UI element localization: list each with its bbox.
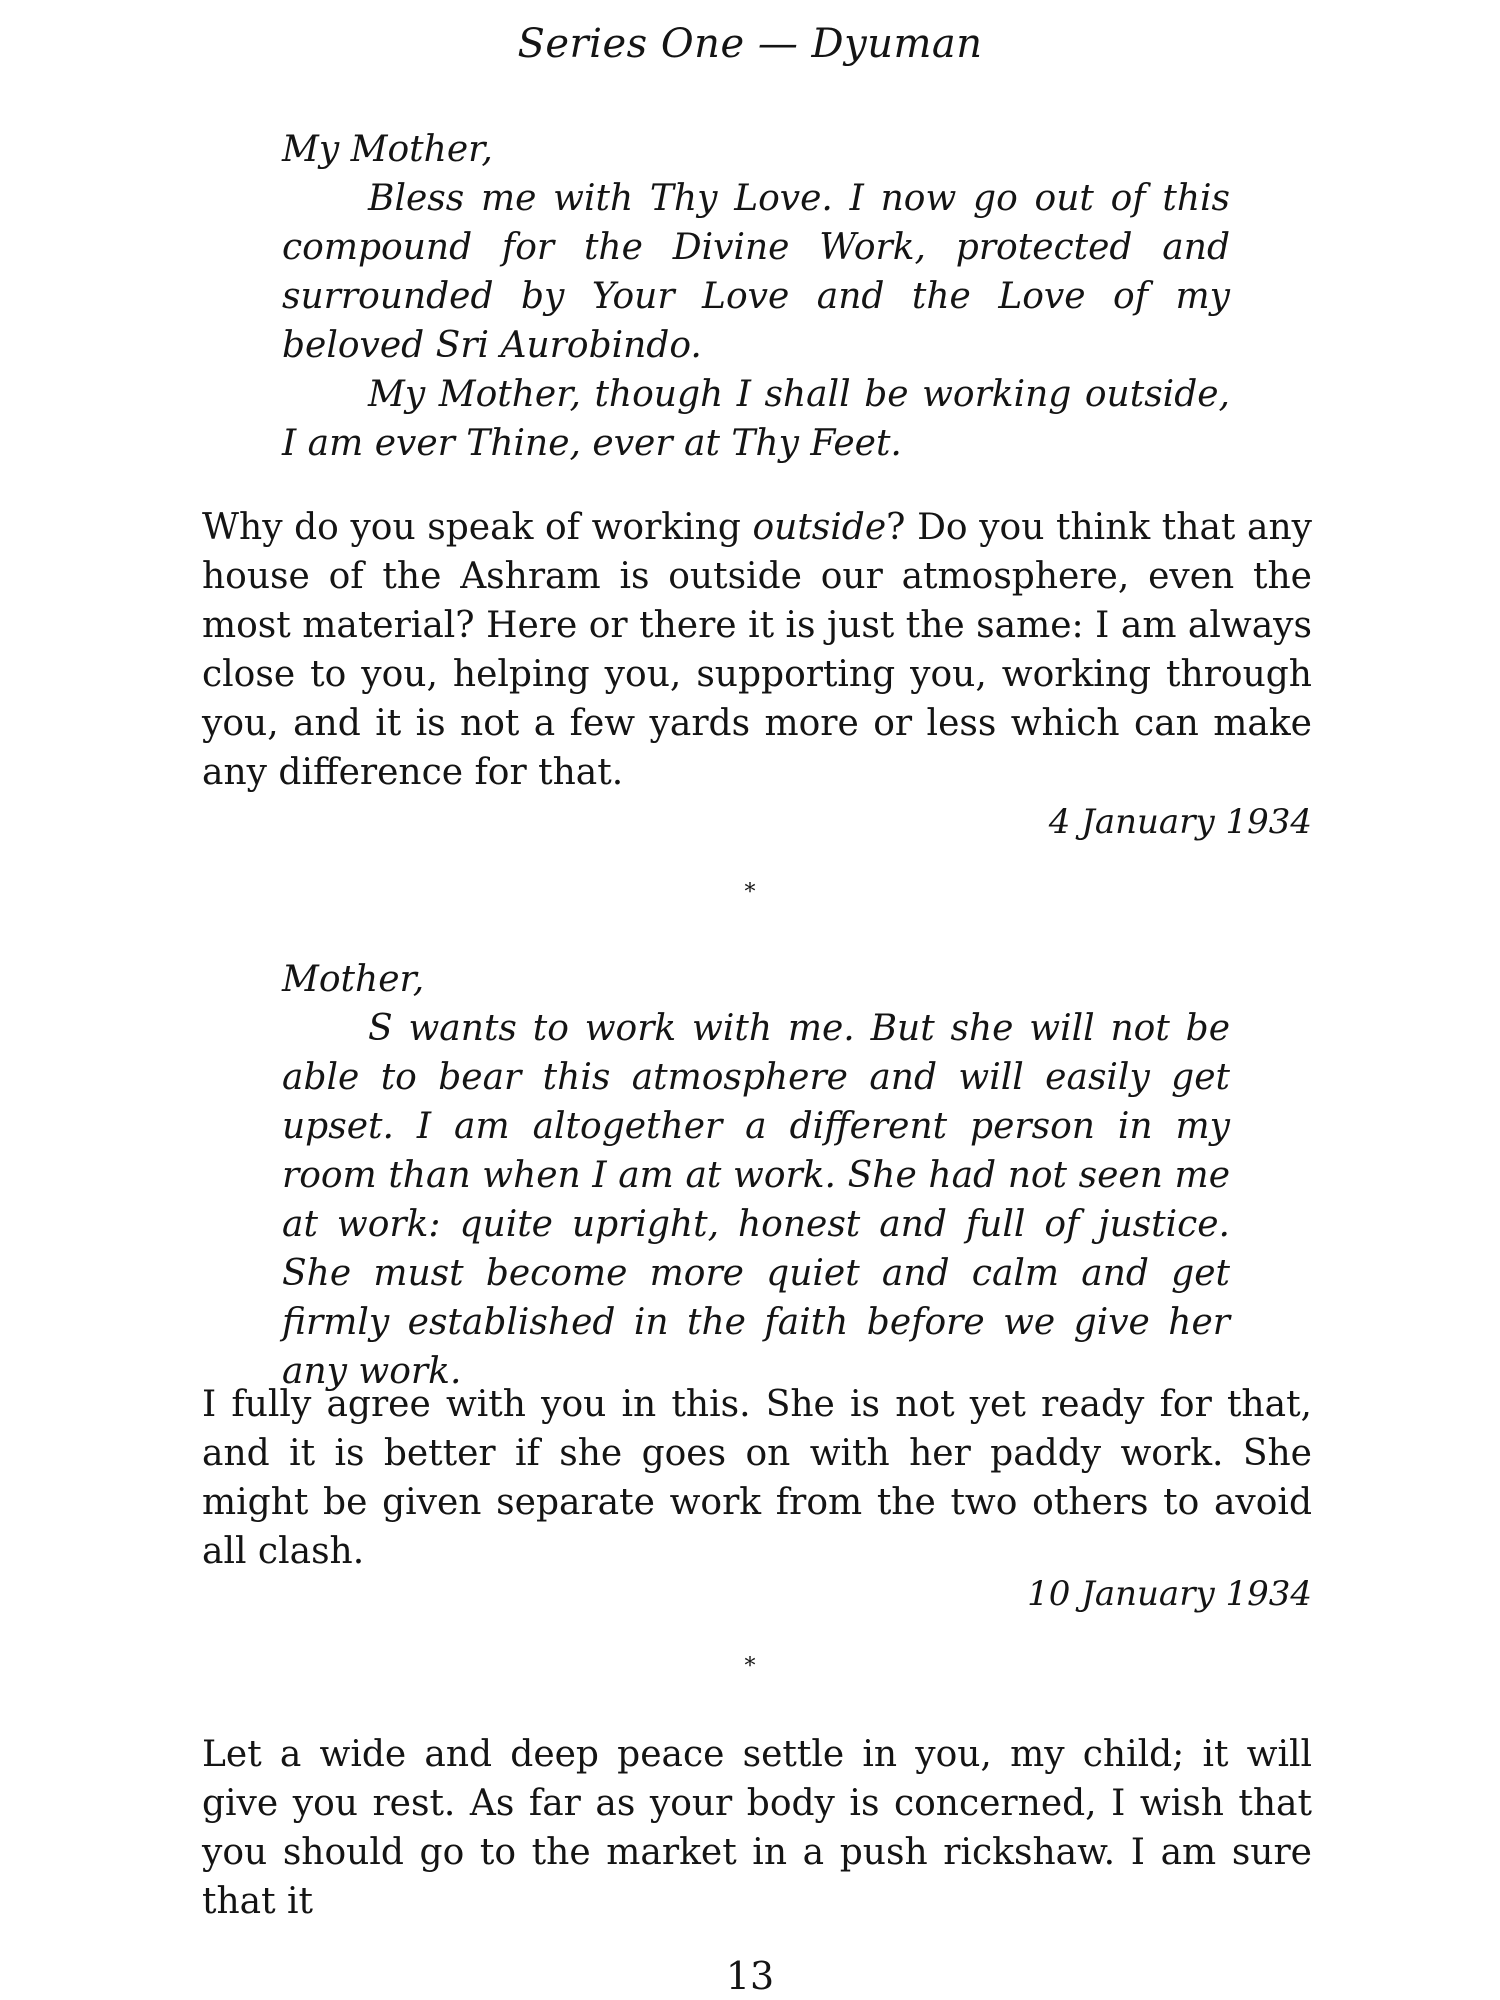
letter-2-paragraph-1: S wants to work with me. But she will not be able to bear this atmosphere and will easily get upset. I am altogether a different person in my room than when I am at work. She had not seen me at work: quite upright, honest and full of justice. She must become more quiet and calm and get firmly established in the faith before we give her any work. [282,1008,1230,1392]
reply-1-text-start: Why do you speak of working [202,507,753,548]
letter-1-paragraph-1: Bless me with Thy Love. I now go out of this compound for the Divine Work, protected and surrounded by Your Love and the Love of my beloved Sri Aurobindo. [282,178,1230,366]
reply-1-emphasis: outside [752,507,887,548]
running-head: Series One — Dyuman [517,21,983,67]
section-separator-2: * [744,1654,756,1679]
reply-1 [202,503,1312,797]
letter-1-paragraph-2: My Mother, though I shall be working outside, I am ever Thine, ever at Thy Feet. [282,374,1230,464]
letter-2 [282,955,1230,1396]
page-number: 13 [725,1954,775,1998]
date-1: 4 January 1934 [1048,802,1312,842]
letter-2-salutation: Mother, [282,959,425,1000]
reply-3: Let a wide and deep peace settle in you, my child; it will give you rest. As far as your body is concerned, I wish that you should go to the market in a push rickshaw. I am sure that it [202,1734,1312,1922]
reply-1-text-end: ? Do you think that any house of the Ashram is outside our atmosphere, even the most material? Here or there it is just the same: I am always close to you, helping you, supporting you, working through you, and it is not a few yards more or less which can make any difference for that. [202,507,1312,793]
letter-1-salutation: My Mother, [282,129,493,170]
section-separator-1: * [744,880,756,905]
letter-1 [282,125,1230,468]
reply-2: I fully agree with you in this. She is not yet ready for that, and it is better if she goes on with her paddy work. She might be given separate work from the two others to avoid all clash. [202,1384,1312,1572]
date-2: 10 January 1934 [1027,1574,1312,1614]
